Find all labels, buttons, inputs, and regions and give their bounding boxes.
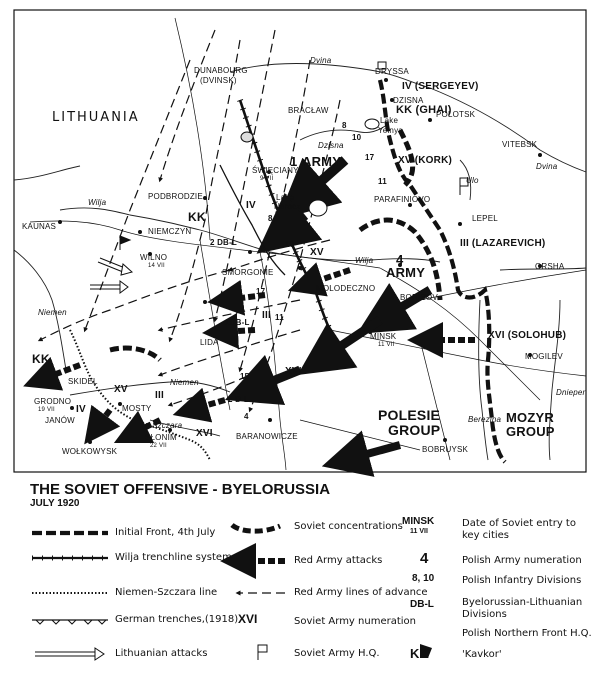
- legend-soviet-concentrations: Soviet concentrations: [294, 521, 403, 532]
- army-xv-kork: XV (KORK): [398, 155, 453, 166]
- legend-soviet-army-numeration: Soviet Army numeration: [294, 616, 416, 627]
- legend-german-trenches: German trenches,(1918): [115, 614, 239, 625]
- city-lida: LIDA: [200, 338, 219, 347]
- city-smorgonie: SMORGONIE: [222, 268, 274, 277]
- city-grodno: GRODNO: [34, 397, 72, 406]
- legend-symbol-xvi: XVI: [238, 612, 258, 626]
- army-kk-ghai: KK (GHAI): [396, 104, 452, 116]
- river-dvina-2: Dvina: [536, 162, 558, 171]
- soviet-concentrations: [110, 130, 440, 360]
- legend-polish-northern-hq: Polish Northern Front H.Q.: [462, 628, 592, 639]
- legend-niemen-szczara: Niemen-Szczara line: [115, 587, 218, 598]
- polesie-group-2: GROUP: [388, 422, 441, 438]
- river-wilja-1: Wilja: [88, 198, 107, 207]
- db-l-2: 1DB-L: [225, 318, 250, 327]
- city-molodeczno: MOLODECZNO: [316, 284, 376, 293]
- city-mogilev: MOGILEV: [525, 352, 563, 361]
- city-orsha: ORSHA: [535, 262, 565, 271]
- city-wilno-date: 14 VII: [148, 263, 165, 269]
- city-podbrodzie: PODBRODZIE: [148, 192, 203, 201]
- legend-date-entry: Date of Soviet entry to: [462, 518, 576, 529]
- polish-hq-flag: [120, 236, 130, 250]
- kk-west: KK: [32, 352, 50, 366]
- city-niemczyn: NIEMCZYN: [148, 227, 192, 236]
- legend-lithuanian-attacks: Lithuanian attacks: [115, 648, 208, 659]
- city-braclaw: BRACŁAW: [288, 106, 329, 115]
- lake-narocz-label: Lake: [276, 193, 295, 202]
- legend-symbol-8-10: 8, 10: [412, 573, 435, 584]
- div-11a: 11: [378, 177, 387, 186]
- river-dnieper: Dnieper: [556, 388, 586, 397]
- legend-symbol-db-l: DB-L: [410, 599, 434, 610]
- legend-symbol-minsk-date: 11 VII: [410, 528, 428, 535]
- city-dvinsk: (DVINSK): [200, 76, 237, 85]
- army-iii-lazarevich: III (LAZAREVICH): [460, 238, 546, 249]
- city-lepel: LEPEL: [472, 214, 498, 223]
- mozyr-group-1: MOZYR: [506, 410, 554, 425]
- city-bobruysk: BOBRUYSK: [422, 445, 469, 454]
- lake-yelnya-label-2: Yelnya: [378, 126, 403, 135]
- city-vitebsk: VITEBSK: [502, 140, 538, 149]
- army-iv-sergeyev: IV (SERGEYEV): [402, 81, 479, 92]
- polesie-group-1: POLESIE: [378, 407, 441, 423]
- legend-red-army-lines: Red Army lines of advance: [294, 587, 428, 598]
- db-l-3: 2 D-L: [228, 395, 249, 404]
- legend-byelorussian-lithuanian: Byelorussian-Lithuanian: [462, 597, 583, 608]
- river-niemen-1: Niemen: [38, 308, 67, 317]
- city-skidel: SKIDEL: [68, 377, 98, 386]
- polish-army-1-num: 1: [290, 154, 298, 169]
- river-ula: Ulo: [466, 176, 479, 185]
- city-borisov: BORISOV: [400, 293, 438, 302]
- german-trenches: [220, 165, 285, 275]
- legend-title: THE SOVIET OFFENSIVE - BYELORUSSIA: [30, 481, 331, 498]
- div-8a: 8: [342, 121, 347, 130]
- lake-small: [241, 132, 253, 142]
- div-10b: 10: [285, 240, 295, 249]
- div-17b: 17: [256, 287, 266, 296]
- soviet-iii-2: III: [155, 390, 164, 401]
- legend-polish-army-numeration: Polish Army numeration: [462, 555, 582, 566]
- legend-red-army-attacks: Red Army attacks: [294, 555, 383, 566]
- city-baranowicze: BARANOWICZE: [236, 432, 298, 441]
- div-17: 17: [365, 153, 375, 162]
- army-xvi-solohub: XVI (SOLOHUB): [488, 330, 567, 341]
- city-kaunas: KAUNAS: [22, 222, 57, 231]
- city-wolkowysk: WOŁKOWYSK: [62, 447, 118, 456]
- lake-yelnya-label: Lake: [380, 116, 399, 125]
- polish-army-1-word: ARMY: [302, 154, 342, 169]
- soviet-xv-2: XV: [114, 384, 128, 395]
- polish-army-4-word: ARMY: [386, 265, 426, 280]
- city-grodno-date: 19 VII: [38, 407, 55, 413]
- city-dunabourg: DUNABOURG: [194, 66, 248, 75]
- legend-soviet-army-hq: Soviet Army H.Q.: [294, 648, 380, 659]
- river-szczara: Szczara: [152, 421, 183, 430]
- river-berezina: Berezina: [468, 415, 502, 424]
- lithuanian-attacks: [90, 258, 132, 293]
- legend-initial-front: Initial Front, 4th July: [115, 527, 216, 538]
- legend-wilja-trenchline: Wilja trenchline system: [115, 552, 232, 563]
- legend-symbol-minsk: MINSK: [402, 516, 435, 527]
- legend-kavkor: 'Kavkor': [462, 649, 502, 660]
- legend-byelorussian-lithuanian-2: Divisions: [462, 609, 507, 620]
- city-minsk: MINSK: [370, 332, 397, 341]
- lake-narocz-label-2: Narocz: [274, 202, 301, 211]
- city-polotsk: POLOTSK: [436, 110, 476, 119]
- div-8b: 8: [268, 214, 273, 223]
- db-l-1: 2 DB-L: [210, 238, 237, 247]
- lake-narocz: [309, 200, 327, 216]
- soviet-xvi-1: XVI: [285, 366, 302, 377]
- div-15: 15: [240, 372, 250, 381]
- city-slonim: SŁONIM: [145, 433, 177, 442]
- city-dryssa: DRYSSA: [375, 67, 409, 76]
- soviet-iii-1: III: [262, 310, 271, 321]
- legend-subtitle: JULY 1920: [30, 498, 80, 509]
- city-swieciany: ŚWIĘCIANY: [252, 166, 299, 175]
- div-10a: 10: [352, 133, 362, 142]
- city-mosty: MOSTY: [122, 404, 152, 413]
- city-swieciany-date: 9 VII: [260, 176, 274, 182]
- soviet-xv-1: XV: [310, 247, 324, 258]
- soviet-iv-1: IV: [246, 200, 256, 211]
- river-dzisna: Dzisna: [318, 141, 344, 150]
- city-parafiniovo: PARAFINIOVO: [374, 195, 431, 204]
- kk-mid: KK: [188, 210, 206, 224]
- polish-army-4-num: 4: [396, 252, 404, 267]
- legend-polish-infantry: Polish Infantry Divisions: [462, 575, 582, 586]
- city-minsk-date: 11 VII: [378, 342, 395, 348]
- city-wilno: WILNO: [140, 253, 168, 262]
- div-11b: 11: [275, 313, 284, 322]
- river-niemen-2: Niemen: [170, 378, 199, 387]
- soviet-iv-2: IV: [76, 404, 86, 415]
- mozyr-group-2: GROUP: [506, 424, 555, 439]
- soviet-xvi-2: XVI: [196, 428, 213, 439]
- legend-symbol-kk: KK: [410, 646, 429, 661]
- city-janow: JANÓW: [45, 416, 75, 425]
- river-wilja-2: Wilja: [355, 256, 374, 265]
- legend-date-entry-2: key cities: [462, 530, 510, 541]
- country-lithuania: LITHUANIA: [52, 110, 140, 125]
- river-dvina-1: Dvina: [310, 56, 332, 65]
- city-dzisna: DZISNA: [393, 96, 424, 105]
- city-slonim-date: 22 VII: [150, 443, 167, 449]
- div-4: 4: [244, 412, 249, 421]
- legend-symbol-4: 4: [420, 550, 429, 567]
- lake-yelnya: [365, 119, 379, 129]
